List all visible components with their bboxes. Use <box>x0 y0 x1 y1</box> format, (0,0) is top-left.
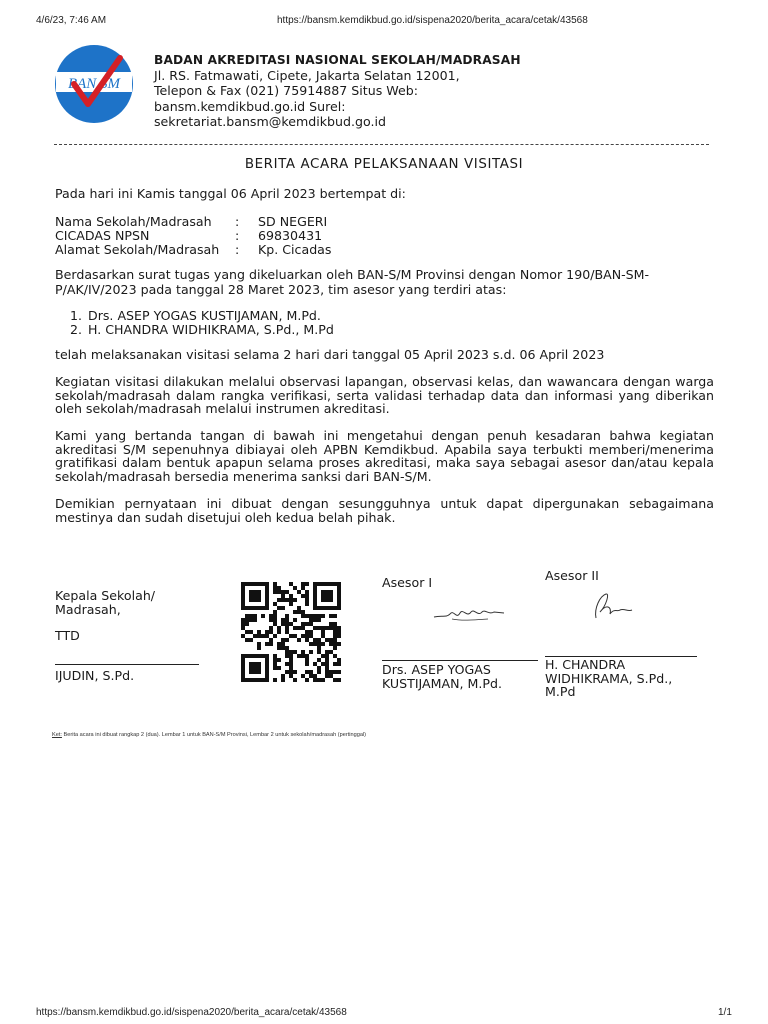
school-field-value: Kp. Cicadas <box>258 242 332 257</box>
document-title: BERITA ACARA PELAKSANAAN VISITASI <box>244 157 524 172</box>
ttd-label: TTD <box>55 628 80 643</box>
organization-name: BADAN AKREDITASI NASIONAL SEKOLAH/MADRASAH <box>154 53 521 67</box>
field-separator: : <box>235 214 240 229</box>
address-line: Jl. RS. Fatmawati, Cipete, Jakarta Selatan 12001, <box>154 68 460 84</box>
assessor2-name-line: M.Pd <box>545 684 576 700</box>
signature-line <box>382 660 538 661</box>
principal-role <box>55 589 155 616</box>
statement-paragraph: Kami yang bertanda tangan di bawah ini mengetahui dengan penuh kesadaran bahwa kegiatan akreditasi S/M sepenuhnya dibiayai oleh APBN Kemdikbud. Apabila saya terbukti memberi/menerima gratifikasi dalam bentuk apapun selama proses akreditasi, maka saya sebagai asesor dan/atau kepala sekolah/madrasah bersedia menerima sanksi dari BAN-S/M. <box>55 428 714 484</box>
principal-role-line: Kepala Sekolah/ <box>55 588 156 603</box>
visit-text: telah melaksanakan visitasi selama 2 hari dari tanggal 05 April 2023 s.d. 06 April 2023 <box>55 347 605 362</box>
school-field-value: 69830431 <box>258 228 323 243</box>
assessor2-role: Asesor II <box>545 568 599 583</box>
address-line: bansm.kemdikbud.go.id Surel: <box>154 98 346 114</box>
school-field-label: CICADAS NPSN <box>55 228 150 243</box>
intro-text: Pada hari ini Kamis tanggal 06 April 2023 bertempat di: <box>55 186 406 201</box>
address-line: Telepon & Fax (021) 75914887 Situs Web: <box>154 83 418 99</box>
assessor2-name-line: H. CHANDRA <box>545 657 626 672</box>
basis-line: P/AK/IV/2023 pada tanggal 28 Maret 2023, tim asesor yang terdiri atas: <box>55 282 507 297</box>
assessor2-name-line: WIDHIKRAMA, S.Pd., <box>545 670 673 686</box>
footnote-text: Berita acara ini dibuat rangkap 2 (dua). Lembar 1 untuk BAN-S/M Provinsi, Lembar 2 untuk sekolah/madrasah (pertinggal) <box>61 732 367 738</box>
signature-line <box>55 664 199 665</box>
field-separator: : <box>235 228 240 243</box>
school-field-label: Alamat Sekolah/Madrasah <box>55 242 220 257</box>
dashed-divider <box>54 144 709 145</box>
print-timestamp: 4/6/23, 7:46 AM <box>36 15 107 26</box>
assessor1-name-line: Drs. ASEP YOGAS <box>382 662 491 677</box>
assessor2-signature <box>586 590 636 624</box>
assessor-name: Drs. ASEP YOGAS KUSTIJAMAN, M.Pd. <box>88 308 321 323</box>
principal-name: IJUDIN, S.Pd. <box>55 668 135 683</box>
qr-code <box>240 582 342 682</box>
closing-paragraph: Demikian pernyataan ini dibuat dengan sesungguhnya untuk dapat dipergunakan sebagaimana mestinya dan sudah disetujui oleh kedua belah pihak. <box>55 496 714 525</box>
principal-role-line: Madrasah, <box>55 601 121 617</box>
assessor-list-item <box>70 322 334 337</box>
assessor1-role: Asesor I <box>382 575 433 590</box>
organization-header <box>154 53 521 129</box>
assessor-list-item <box>70 308 321 323</box>
school-field-value: SD NEGERI <box>258 214 328 229</box>
footnote-key: Ket: <box>52 732 62 738</box>
footnote <box>52 732 366 738</box>
list-number: 2. <box>70 322 83 337</box>
activity-paragraph: Kegiatan visitasi dilakukan melalui observasi lapangan, observasi kelas, dan wawancara dengan warga sekolah/madrasah dalam rangka verifikasi, serta validasi terhadap data dan informasi yang diberikan oleh sekolah/madrasah melalui instrumen akreditasi. <box>55 374 714 417</box>
page-indicator: 1/1 <box>718 1007 732 1018</box>
print-url-header: https://bansm.kemdikbud.go.id/sispena2020/berita_acara/cetak/43568 <box>277 15 588 26</box>
school-field-label: Nama Sekolah/Madrasah <box>55 214 212 229</box>
assessor-name: H. CHANDRA WIDHIKRAMA, S.Pd., M.Pd <box>88 322 334 337</box>
logo-text: BAN SM <box>67 76 121 92</box>
assessor1-name <box>382 663 502 690</box>
ban-sm-logo <box>54 44 134 124</box>
basis-line: Berdasarkan surat tugas yang dikeluarkan oleh BAN-S/M Provinsi dengan Nomor 190/BAN-SM- <box>55 267 650 282</box>
list-number: 1. <box>70 308 83 323</box>
address-line: sekretariat.bansm@kemdikbud.go.id <box>154 113 386 129</box>
assessor2-name <box>545 658 672 699</box>
field-separator: : <box>235 242 240 257</box>
print-url-footer: https://bansm.kemdikbud.go.id/sispena2020/berita_acara/cetak/43568 <box>36 1007 347 1018</box>
assessor1-name-line: KUSTIJAMAN, M.Pd. <box>382 675 503 691</box>
assessor1-signature <box>432 598 506 624</box>
